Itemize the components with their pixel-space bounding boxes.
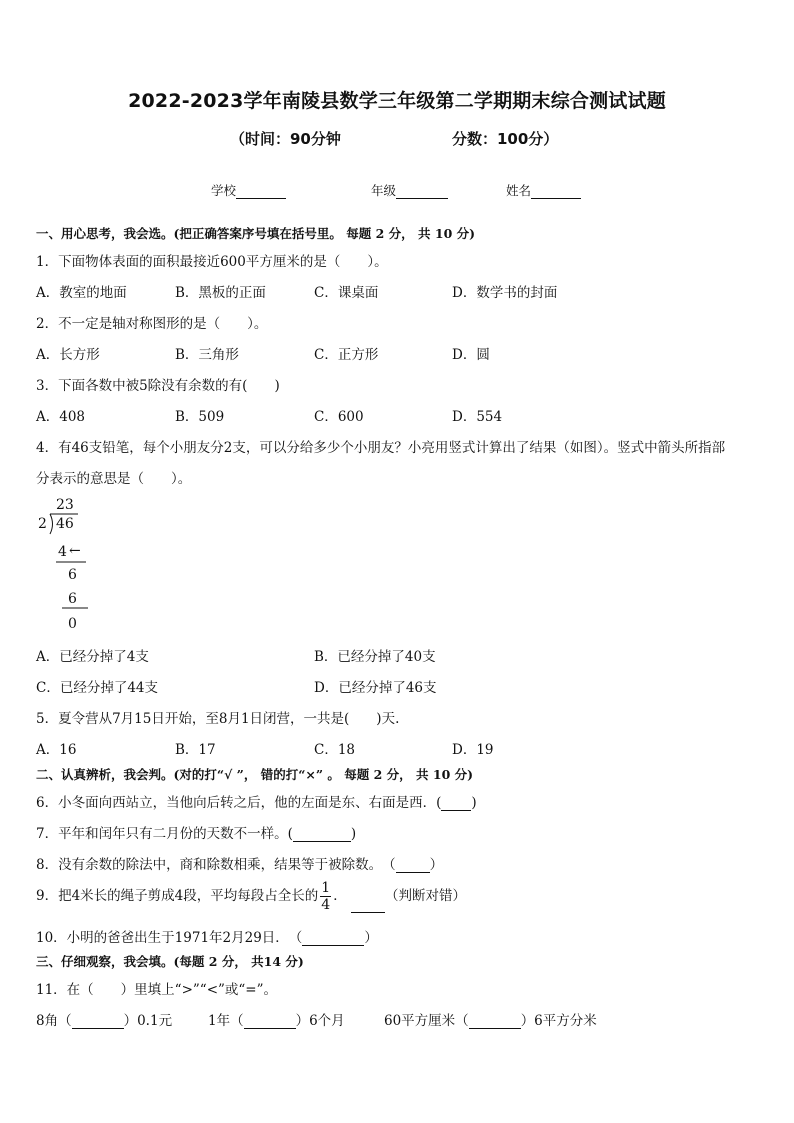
section-heading-2: 二、认真辨析，我会判。(对的打“√ ”， 错的打“×” 。 每题 2 分， 共 10 分) — [36, 767, 474, 782]
school-field — [211, 181, 286, 199]
question-6 — [36, 791, 477, 811]
question-7 — [36, 822, 356, 842]
q6-text: 6．小冬面向西站立，当他向后转之后，他的左面是东、右面是西．( — [36, 795, 442, 811]
division-quotient: 23 — [56, 497, 74, 513]
q6-close: ) — [471, 795, 477, 811]
section-heading-1: 一、用心思考，我会选。(把正确答案序号填在括号里。 每题 2 分， 共 10 分) — [36, 226, 476, 241]
division-step-2: 6 — [68, 591, 77, 607]
q11-item-2-right: ）6个月 — [295, 1013, 345, 1029]
q9-instruction: （判断对错） — [385, 888, 466, 904]
q1-option-b[interactable]: B．黑板的正面 — [175, 285, 266, 301]
q4-option-d[interactable]: D．已经分掉了46支 — [314, 680, 437, 696]
q7-text: 7．平年和闰年只有二月份的天数不一样。( — [36, 826, 293, 842]
name-label: 姓名 — [506, 183, 532, 198]
q11-item-2-blank[interactable] — [244, 1014, 296, 1029]
q11-item-3-blank[interactable] — [469, 1014, 521, 1029]
question-4-line-2: 分表示的意思是（ ）。 — [36, 471, 192, 487]
division-step-1: 4 — [58, 544, 67, 560]
q11-item-2-left: 1年（ — [208, 1013, 244, 1029]
q1-option-c[interactable]: C．课桌面 — [314, 285, 379, 301]
grade-label: 年级 — [371, 183, 397, 198]
question-3: 3．下面各数中被5除没有余数的有( ) — [36, 378, 280, 394]
exam-time: （时间：90分钟 — [230, 130, 341, 148]
q11-item-3 — [384, 1009, 597, 1029]
q11-item-1-blank[interactable] — [72, 1014, 124, 1029]
page-title: 2022-2023学年南陵县数学三年级第二学期期末综合测试试题 — [128, 90, 666, 112]
q10-close: ） — [364, 930, 378, 946]
question-10 — [36, 926, 378, 946]
q11-item-1 — [36, 1009, 172, 1029]
division-rule-1 — [56, 561, 88, 565]
q4-option-b[interactable]: B．已经分掉了40支 — [314, 649, 436, 665]
q2-option-c[interactable]: C．正方形 — [314, 347, 379, 363]
q9-answer-blank[interactable] — [351, 898, 385, 913]
q4-option-c[interactable]: C．已经分掉了44支 — [36, 680, 159, 696]
question-5: 5．夏令营从7月15日开始，至8月1日闭营，一共是( )天. — [36, 711, 400, 727]
q3-option-a[interactable]: A．408 — [36, 409, 86, 425]
question-8 — [36, 853, 443, 873]
q2-option-a[interactable]: A．长方形 — [36, 347, 100, 363]
grade-field — [371, 181, 448, 199]
q7-answer-blank[interactable] — [293, 827, 351, 842]
q8-close: ） — [429, 857, 444, 873]
q11-item-2 — [208, 1009, 345, 1029]
q10-answer-blank[interactable] — [302, 931, 364, 946]
q10-text: 10．小明的爸爸出生于1971年2月29日． （ — [36, 930, 303, 946]
q6-answer-blank[interactable] — [441, 796, 471, 811]
q2-option-d[interactable]: D．圆 — [452, 347, 490, 363]
q2-option-b[interactable]: B．三角形 — [175, 347, 239, 363]
q3-option-d[interactable]: D．554 — [452, 409, 503, 425]
division-divisor: 2 — [38, 516, 47, 532]
school-blank[interactable] — [236, 184, 286, 199]
q1-option-a[interactable]: A．教室的地面 — [36, 285, 127, 301]
q11-item-1-right: ）0.1元 — [123, 1013, 173, 1029]
q11-item-1-left: 8角（ — [36, 1013, 72, 1029]
q5-option-a[interactable]: A．16 — [36, 742, 77, 758]
q9-text: 9．把4米长的绳子剪成4段，平均每段占全长的 — [36, 888, 319, 904]
q9-fraction-numerator: 1 — [321, 880, 331, 896]
q3-option-c[interactable]: C．600 — [314, 409, 364, 425]
name-blank[interactable] — [531, 184, 581, 199]
q9-fraction-denominator: 4 — [321, 897, 331, 913]
q8-text: 8．没有余数的除法中，商和除数相乘，结果等于被除数。 （ — [36, 857, 396, 873]
question-2: 2．不一定是轴对称图形的是（ ）。 — [36, 316, 268, 332]
division-remainder-2: 0 — [68, 616, 77, 632]
school-label: 学校 — [211, 183, 237, 198]
q9-fraction — [320, 880, 331, 913]
q5-option-b[interactable]: B．17 — [175, 742, 216, 758]
question-9 — [36, 880, 466, 913]
division-arrow: ← — [69, 543, 81, 559]
q11-item-3-right: ）6平方分米 — [520, 1013, 597, 1029]
question-1: 1．下面物体表面的面积最接近600平方厘米的是（ ）。 — [36, 254, 388, 270]
q3-option-b[interactable]: B．509 — [175, 409, 225, 425]
q9-period: ． — [333, 888, 347, 904]
q5-option-d[interactable]: D．19 — [452, 742, 494, 758]
question-4-line-1: 4．有46支铅笔，每个小朋友分2支，可以分给多少个小朋友？小亮用竖式计算出了结果（如图）。竖式中箭头所指部 — [36, 440, 726, 456]
exam-score: 分数：100分） — [452, 130, 559, 148]
q7-close: ) — [350, 826, 357, 842]
question-11: 11．在（ ）里填上“>”“<”或“=”。 — [36, 982, 278, 998]
q8-answer-blank[interactable] — [396, 858, 430, 873]
division-rule-2 — [62, 607, 90, 611]
name-field — [506, 181, 581, 199]
q11-item-3-left: 60平方厘米（ — [384, 1013, 469, 1029]
q4-option-a[interactable]: A．已经分掉了4支 — [36, 649, 149, 665]
section-heading-3: 三、仔细观察，我会填。(每题 2 分， 共14 分) — [36, 954, 304, 969]
division-remainder-1: 6 — [68, 567, 77, 583]
division-dividend: 46 — [56, 516, 74, 532]
q5-option-c[interactable]: C．18 — [314, 742, 356, 758]
q1-option-d[interactable]: D．数学书的封面 — [452, 285, 558, 301]
grade-blank[interactable] — [396, 184, 448, 199]
